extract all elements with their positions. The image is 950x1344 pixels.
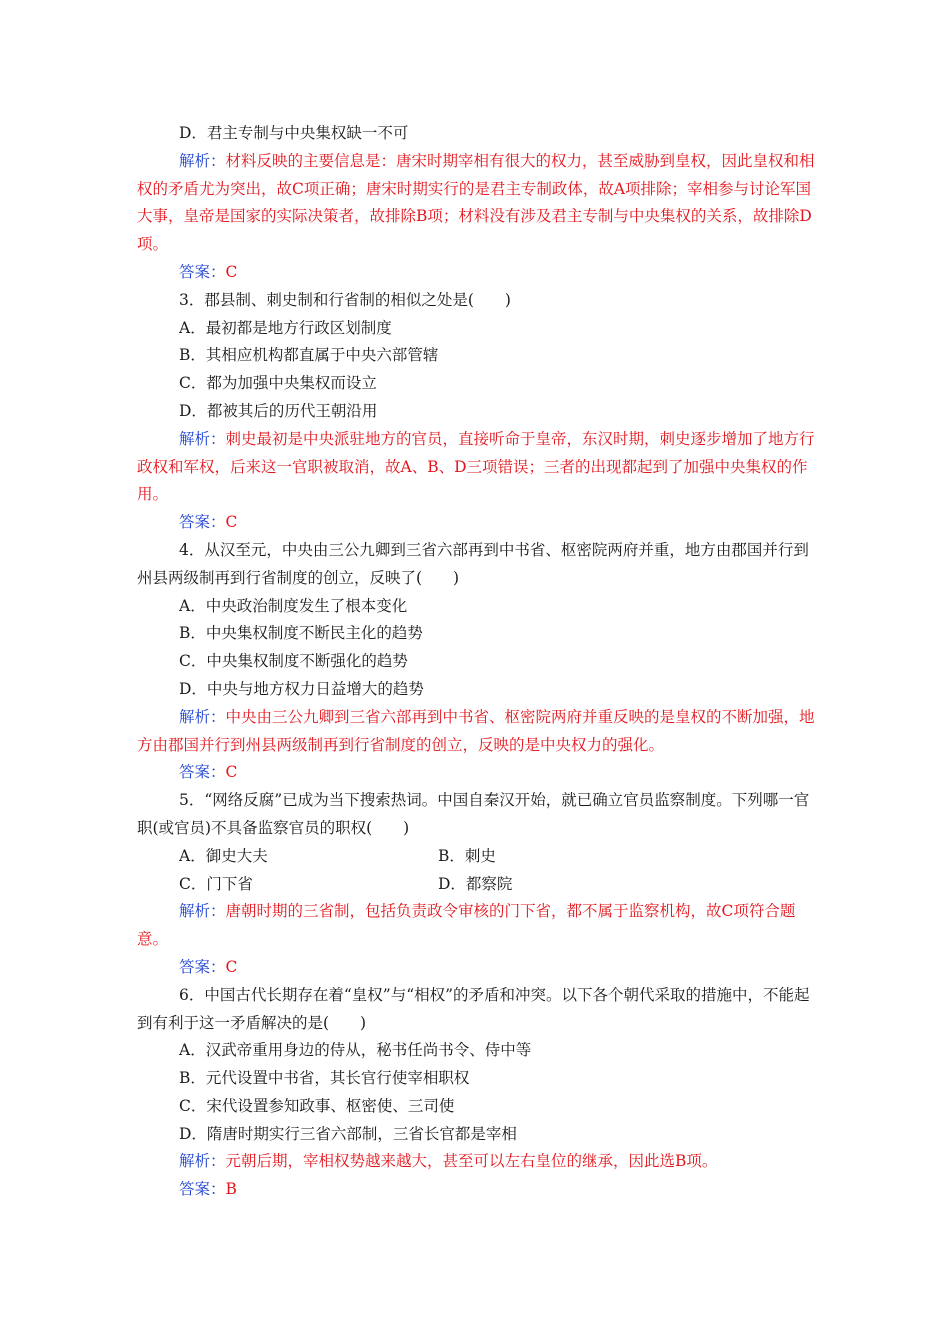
q5-analysis [137,898,817,954]
q2-analysis [137,148,817,259]
q4-option-a: A．中央政治制度发生了根本变化 [179,596,408,615]
q2-answer [137,259,817,287]
q3-option-d: D．都被其后的历代王朝沿用 [179,401,378,420]
q5-answer [137,954,817,982]
analysis-text: 材料反映的主要信息是：唐宋时期宰相有很大的权力，甚至威胁到皇权，因此皇权和相权的矛盾尤为突出，故C项正确；唐宋时期实行的是君主专制政体，故A项排除；宰相参与讨论军国大事，皇帝是国家的实际决策者，故排除B项；材料没有涉及君主专制与中央集权的关系，故排除D项。 [137,151,815,254]
question-6 [137,982,817,1204]
answer-label: 答案： [179,957,226,976]
q6-analysis [137,1148,817,1176]
q6-answer [137,1176,817,1204]
answer-label: 答案： [179,1180,226,1199]
analysis-label: 解析： [179,707,226,726]
q4-analysis [137,704,817,760]
q3-analysis [137,426,817,509]
document-content [137,120,817,1204]
question-5 [137,787,817,982]
answer-value: C [225,763,238,782]
q5-option-c: C．门下省 [179,874,253,893]
q4-option-d: D．中央与地方权力日益增大的趋势 [179,679,424,698]
analysis-label: 解析： [179,151,226,170]
q3-stem: 3．郡县制、刺史制和行省制的相似之处是( ) [179,290,511,309]
answer-value: C [225,957,238,976]
answer-label: 答案： [179,262,226,281]
answer-label: 答案： [179,513,226,532]
question-3 [137,287,817,537]
analysis-text: 唐朝时期的三省制，包括负责政令审核的门下省，都不属于监察机构，故C项符合题意。 [137,902,796,949]
q2-option-d: D．君主专制与中央集权缺一不可 [179,124,409,142]
q6-option-d: D．隋唐时期实行三省六部制，三省长官都是宰相 [179,1124,517,1143]
q3-option-b: B．其相应机构都直属于中央六部管辖 [179,346,439,365]
answer-value: B [225,1180,237,1199]
answer-value: C [225,262,238,281]
q4-option-c: C．中央集权制度不断强化的趋势 [179,652,408,671]
question-4 [137,537,817,787]
q4-answer [137,759,817,787]
q5-option-a: A．御史大夫 [179,846,268,865]
q6-stem: 6．中国古代长期存在着“皇权”与“相权”的矛盾和冲突。以下各个朝代采取的措施中，不能起到有利于这一矛盾解决的是( ) [137,985,810,1032]
analysis-text: 中央由三公九卿到三省六部再到中书省、枢密院两府并重反映的是皇权的不断加强，地方由郡国并行到州县两级制再到行省制度的创立，反映的是中央权力的强化。 [137,707,815,754]
q5-options-row-1 [137,843,817,871]
q6-option-a: A．汉武帝重用身边的侍从，秘书任尚书令、侍中等 [179,1041,532,1060]
q5-option-d: D．都察院 [438,874,513,893]
answer-label: 答案： [179,763,226,782]
q3-option-a: A．最初都是地方行政区划制度 [179,318,392,337]
q4-option-b: B．中央集权制度不断民主化的趋势 [179,624,423,643]
analysis-label: 解析： [179,902,226,921]
q4-stem: 4．从汉至元，中央由三公九卿到三省六部再到中书省、枢密院两府并重，地方由郡国并行到州县两级制再到行省制度的创立，反映了( ) [137,540,809,587]
q6-option-c: C．宋代设置参知政事、枢密使、三司使 [179,1096,455,1115]
analysis-label: 解析： [179,1152,226,1171]
q5-stem: 5．“网络反腐”已成为当下搜索热词。中国自秦汉开始，就已确立官员监察制度。下列哪一官职(或官员)不具备监察官员的职权( ) [137,791,810,837]
analysis-text: 刺史最初是中央派驻地方的官员，直接听命于皇帝，东汉时期，刺史逐步增加了地方行政权和军权，后来这一官职被取消，故A、B、D三项错误；三者的出现都起到了加强中央集权的作用。 [137,429,815,504]
question-2 [137,120,817,287]
q3-answer [137,509,817,537]
analysis-text: 元朝后期，宰相权势越来越大，甚至可以左右皇位的继承，因此选B项。 [225,1152,718,1171]
q3-option-c: C．都为加强中央集权而设立 [179,374,377,393]
answer-value: C [225,513,238,532]
q5-option-b: B．刺史 [438,846,496,865]
analysis-label: 解析： [179,429,226,448]
q5-options-row-2 [137,871,817,899]
q6-option-b: B．元代设置中书省，其长官行使宰相职权 [179,1069,470,1088]
